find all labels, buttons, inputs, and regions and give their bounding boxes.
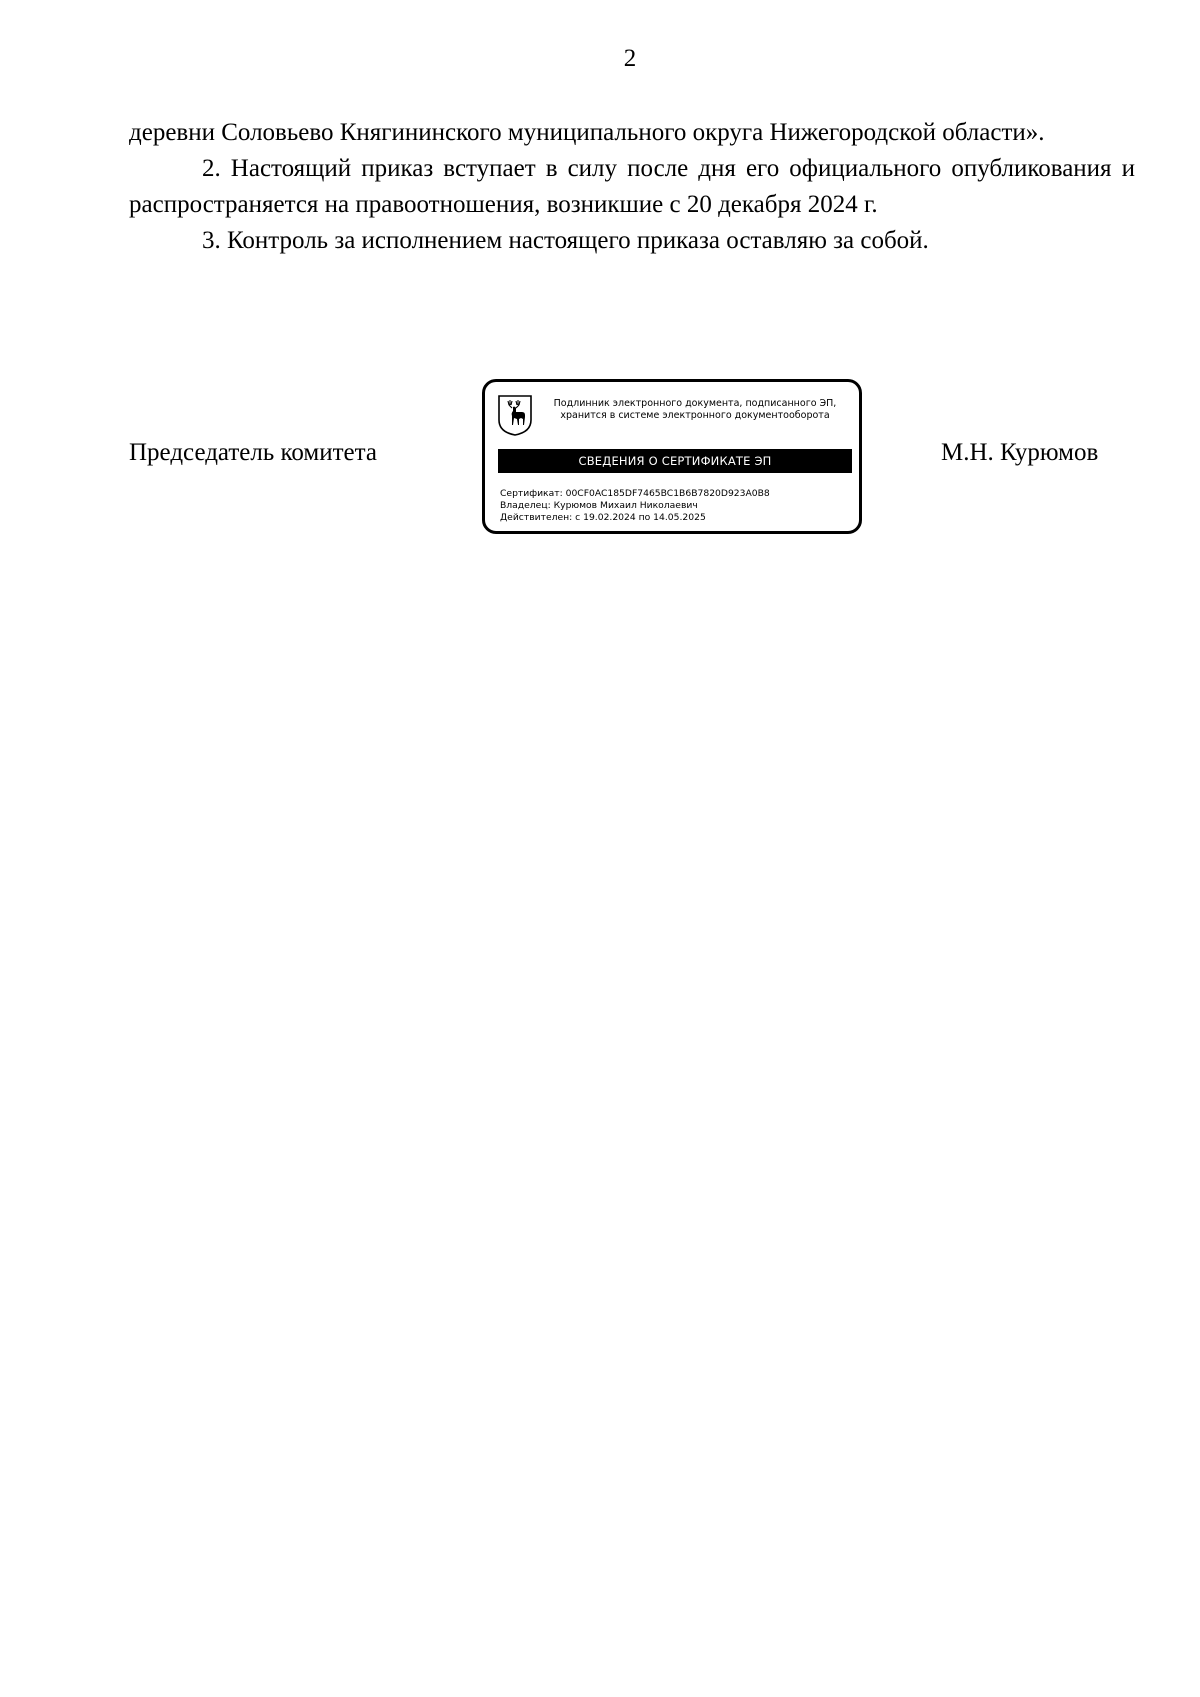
certificate-validity: Действителен: с 19.02.2024 по 14.05.2025 xyxy=(500,512,706,523)
page-number: 2 xyxy=(623,45,637,72)
certificate-owner: Владелец: Курюмов Михаил Николаевич xyxy=(500,500,698,511)
coat-of-arms-deer-icon xyxy=(497,394,533,436)
stamp-title: СВЕДЕНИЯ О СЕРТИФИКАТЕ ЭП xyxy=(498,449,852,473)
stamp-details xyxy=(500,488,855,524)
certificate-number: Сертификат: 00CF0AC185DF7465BC1B6B7820D923A0B8 xyxy=(500,488,770,499)
paragraph-continuation: деревни Соловьево Княгининского муниципального округа Нижегородской области». xyxy=(129,119,1045,146)
document-body xyxy=(129,115,1135,259)
paragraph-3: 3. Контроль за исполнением настоящего приказа оставляю за собой. xyxy=(202,227,929,254)
signatory-position: Председатель комитета xyxy=(129,439,377,466)
stamp-header-line: Подлинник электронного документа, подписанного ЭП, xyxy=(553,398,837,409)
paragraph-2: 2. Настоящий приказ вступает в силу после дня его официального опубликования и распространяется на правоотношения, возникшие с 20 декабря 2024 г. xyxy=(129,155,1135,218)
signatory-name: М.Н. Курюмов xyxy=(941,439,1099,466)
electronic-signature-stamp xyxy=(482,379,862,534)
stamp-header-line: хранится в системе электронного документооборота xyxy=(560,410,830,421)
stamp-header xyxy=(535,398,855,422)
